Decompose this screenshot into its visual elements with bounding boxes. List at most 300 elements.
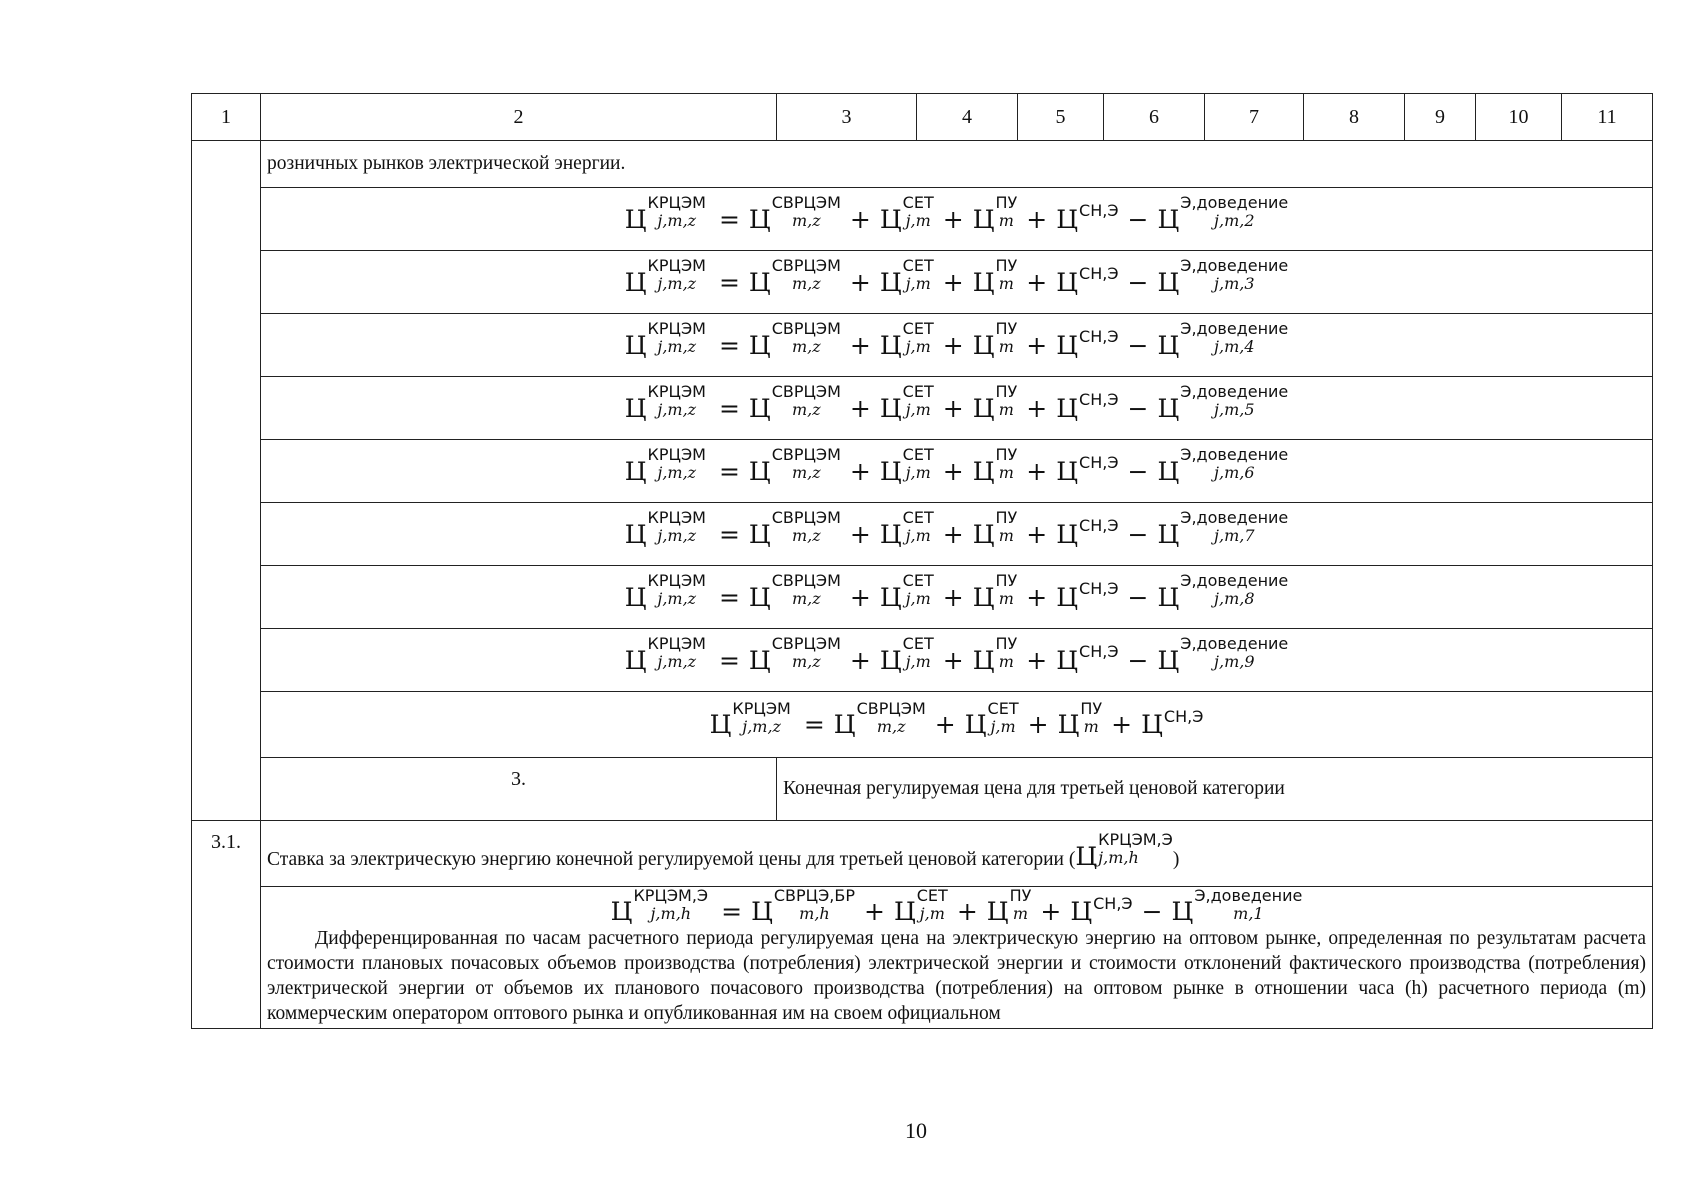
operator: = <box>803 710 825 739</box>
column-number: 4 <box>917 94 1018 141</box>
subscript: m,z <box>876 716 906 736</box>
price-symbol <box>1157 508 1289 549</box>
superscript: СЕТ <box>902 571 934 590</box>
price-symbol-base: Ц <box>986 897 1009 926</box>
price-symbol <box>972 319 1018 360</box>
subscript: j,m,h <box>1098 848 1139 868</box>
price-symbol <box>1075 830 1173 871</box>
superscript: СН,Э <box>1093 893 1133 913</box>
superscript: ПУ <box>995 319 1018 338</box>
subscript: m <box>998 274 1014 293</box>
operator: + <box>1026 456 1048 486</box>
symbol-scripts <box>987 698 1019 736</box>
price-symbol <box>1056 642 1119 675</box>
section-3-1-body-row <box>192 887 1653 1029</box>
symbol-scripts <box>771 319 841 356</box>
symbol-scripts <box>647 382 706 419</box>
price-symbol-base: Ц <box>972 267 995 297</box>
superscript: СН,Э <box>1079 642 1119 661</box>
superscript: СН,Э <box>1079 264 1119 283</box>
price-symbol-base: Ц <box>1141 710 1163 739</box>
operator: + <box>849 519 871 549</box>
price-symbol <box>624 256 706 297</box>
price-symbol-base: Ц <box>1157 519 1180 549</box>
price-symbol <box>1157 382 1289 423</box>
price-symbol-base: Ц <box>748 645 771 675</box>
superscript: Э,доведение <box>1180 319 1289 338</box>
subscript: m <box>998 652 1014 671</box>
symbol-scripts <box>1180 256 1289 293</box>
price-symbol <box>748 571 841 612</box>
superscript: КРЦЭМ <box>647 508 706 527</box>
symbol-scripts <box>1180 319 1289 356</box>
symbol-scripts <box>1163 706 1204 727</box>
column-number: 9 <box>1405 94 1476 141</box>
operator: + <box>1026 519 1048 549</box>
price-symbol <box>1056 390 1119 423</box>
operator: + <box>1027 710 1049 739</box>
superscript: КРЦЭМ <box>647 571 706 590</box>
price-symbol <box>1171 885 1303 926</box>
subscript: j,m <box>905 652 931 671</box>
subscript: j,m,4 <box>1214 337 1255 356</box>
price-symbol <box>1141 706 1204 739</box>
subscript: m <box>1012 903 1029 923</box>
price-symbol <box>748 319 841 360</box>
operator: = <box>718 519 740 549</box>
column-number: 7 <box>1205 94 1304 141</box>
row-number-cell-empty <box>192 141 261 821</box>
superscript: ПУ <box>995 634 1018 653</box>
price-symbol <box>1157 319 1289 360</box>
price-symbol <box>748 445 841 486</box>
price-symbol-base: Ц <box>748 582 771 612</box>
price-symbol <box>1157 256 1289 297</box>
price-symbol-base: Ц <box>748 330 771 360</box>
formula <box>610 885 1303 926</box>
symbol-scripts <box>773 885 855 923</box>
operator: + <box>942 519 964 549</box>
price-symbol <box>748 382 841 423</box>
price-symbol <box>833 698 926 739</box>
superscript: КРЦЭМ <box>647 193 706 212</box>
price-symbol-base: Ц <box>624 330 647 360</box>
section-title <box>261 821 1653 887</box>
section-number: 3. <box>261 758 777 821</box>
operator: = <box>718 204 740 234</box>
symbol-scripts <box>1079 579 1119 599</box>
superscript: КРЦЭМ,Э <box>1098 830 1173 850</box>
symbol-scripts <box>1079 264 1119 284</box>
price-symbol-base: Ц <box>709 710 732 739</box>
operator: + <box>849 204 871 234</box>
superscript: КРЦЭМ <box>647 256 706 275</box>
superscript: СВРЦЭМ <box>771 508 841 527</box>
price-symbol-base: Ц <box>972 582 995 612</box>
symbol-scripts <box>647 445 706 482</box>
symbol-scripts <box>647 508 706 545</box>
symbol-scripts <box>1194 885 1303 923</box>
price-symbol <box>748 193 841 234</box>
symbol-scripts <box>995 508 1018 545</box>
operator: + <box>1026 330 1048 360</box>
price-symbol <box>879 508 934 549</box>
operator: − <box>1127 330 1149 360</box>
symbol-scripts <box>1180 508 1289 545</box>
price-symbol <box>1056 327 1119 360</box>
subscript: j,m <box>905 463 931 482</box>
price-symbol <box>972 508 1018 549</box>
superscript: СВРЦЭМ <box>771 571 841 590</box>
price-symbol-base: Ц <box>624 267 647 297</box>
price-symbol-base: Ц <box>624 456 647 486</box>
symbol-scripts <box>995 382 1018 419</box>
symbol-scripts <box>771 571 841 608</box>
superscript: СН,Э <box>1079 327 1119 346</box>
subscript: j,m,7 <box>1214 526 1255 545</box>
formula-row <box>192 566 1653 629</box>
superscript: Э,доведение <box>1180 445 1289 464</box>
price-symbol-base: Ц <box>879 204 902 234</box>
section-title-close: ) <box>1172 848 1180 870</box>
operator: = <box>718 645 740 675</box>
superscript: СВРЦЭМ <box>771 634 841 653</box>
symbol-scripts <box>1079 453 1119 473</box>
formula-row <box>192 629 1653 692</box>
operator: + <box>942 582 964 612</box>
subscript: j,m <box>905 400 931 419</box>
price-symbol <box>879 571 934 612</box>
symbol-scripts <box>995 634 1018 671</box>
symbol-scripts <box>1079 327 1119 347</box>
price-symbol-base: Ц <box>972 330 995 360</box>
price-symbol-base: Ц <box>879 645 902 675</box>
price-symbol <box>879 382 934 423</box>
symbol-scripts <box>995 445 1018 482</box>
symbol-scripts <box>1098 830 1173 868</box>
operator: − <box>1127 519 1149 549</box>
subscript: j,m,z <box>657 400 697 419</box>
price-symbol <box>972 193 1018 234</box>
superscript: СВРЦЭМ <box>771 193 841 212</box>
superscript: Э,доведение <box>1194 885 1303 905</box>
superscript: СВРЦЭМ <box>771 319 841 338</box>
subscript: j,m <box>905 526 931 545</box>
superscript: Э,доведение <box>1180 634 1289 653</box>
price-symbol-base: Ц <box>972 456 995 486</box>
symbol-scripts <box>1079 390 1119 410</box>
subscript: j,m,5 <box>1214 400 1255 419</box>
price-symbol <box>624 382 706 423</box>
column-number: 10 <box>1476 94 1562 141</box>
subscript: j,m,z <box>657 652 697 671</box>
symbol-scripts <box>647 634 706 671</box>
symbol-scripts <box>856 698 926 736</box>
price-symbol <box>709 698 791 739</box>
symbol-scripts <box>995 256 1018 293</box>
formula-row <box>192 314 1653 377</box>
subscript: j,m <box>905 337 931 356</box>
price-symbol-base: Ц <box>879 456 902 486</box>
symbol-scripts <box>995 193 1018 230</box>
operator: + <box>1026 393 1048 423</box>
price-symbol-base: Ц <box>1057 710 1080 739</box>
operator: = <box>718 393 740 423</box>
operator: + <box>942 456 964 486</box>
superscript: СЕТ <box>902 445 934 464</box>
price-symbol-base: Ц <box>1056 582 1079 612</box>
operator: + <box>1026 267 1048 297</box>
subscript: m,z <box>791 400 821 419</box>
superscript: Э,доведение <box>1180 508 1289 527</box>
symbol-scripts <box>771 382 841 419</box>
superscript: СН,Э <box>1079 390 1119 409</box>
subscript: j,m,9 <box>1214 652 1255 671</box>
price-symbol-base: Ц <box>1171 897 1194 926</box>
column-number: 6 <box>1104 94 1205 141</box>
operator: − <box>1141 897 1163 926</box>
subscript: j,m,3 <box>1214 274 1255 293</box>
symbol-scripts <box>1180 382 1289 419</box>
operator: − <box>1127 456 1149 486</box>
operator: + <box>1026 204 1048 234</box>
price-symbol-base: Ц <box>1157 645 1180 675</box>
price-symbol-base: Ц <box>624 582 647 612</box>
page-number: 10 <box>905 1118 927 1143</box>
price-symbol <box>1056 516 1119 549</box>
price-symbol <box>1056 453 1119 486</box>
operator: + <box>863 897 885 926</box>
operator: − <box>1127 267 1149 297</box>
superscript: ПУ <box>995 382 1018 401</box>
subscript: j,m <box>905 274 931 293</box>
price-symbol <box>893 885 948 926</box>
superscript: СН,Э <box>1079 201 1119 220</box>
price-symbol-base: Ц <box>1070 897 1093 926</box>
subscript: j,m <box>905 211 931 230</box>
operator: − <box>1127 204 1149 234</box>
subscript: m,z <box>791 526 821 545</box>
section-3-row <box>192 758 1653 821</box>
superscript: КРЦЭМ <box>732 698 791 718</box>
column-number-row <box>192 94 1653 141</box>
subscript: j,m,2 <box>1214 211 1255 230</box>
subscript: j,m,z <box>742 716 781 736</box>
superscript: СЕТ <box>902 256 934 275</box>
operator: + <box>934 710 956 739</box>
operator: + <box>849 582 871 612</box>
price-symbol-base: Ц <box>972 519 995 549</box>
symbol-scripts <box>902 256 934 293</box>
subscript: m,z <box>791 652 821 671</box>
superscript: ПУ <box>995 508 1018 527</box>
column-number: 8 <box>1304 94 1405 141</box>
operator: + <box>942 393 964 423</box>
price-symbol <box>972 256 1018 297</box>
price-symbol-base: Ц <box>1157 456 1180 486</box>
operator: − <box>1127 393 1149 423</box>
superscript: ПУ <box>995 193 1018 212</box>
price-symbol-base: Ц <box>879 330 902 360</box>
symbol-scripts <box>1093 893 1133 914</box>
price-symbol-base: Ц <box>879 393 902 423</box>
price-symbol-base: Ц <box>1157 267 1180 297</box>
subscript: j,m <box>905 589 931 608</box>
price-symbol <box>879 634 934 675</box>
description-paragraph: Дифференцированная по часам расчетного периода регулируемая цена на электрическую энергию на оптовом рынке, определенная по результатам расчета стоимости плановых почасовых объемов производства (потребления) электрической энергии и стоимости отклонений фактического производства (потребления) электрической энергии от объемов их планового почасового производства (потребления) на оптовом рынке в отношении часа (h) расчетного периода (m) коммерческим оператором оптового рынка и опубликованная им на своем официальном <box>267 928 1646 1024</box>
column-number: 3 <box>777 94 917 141</box>
symbol-scripts <box>1079 642 1119 662</box>
superscript: ПУ <box>995 571 1018 590</box>
formula-row <box>192 440 1653 503</box>
superscript: ПУ <box>995 256 1018 275</box>
operator: = <box>718 582 740 612</box>
subscript: m <box>998 337 1014 356</box>
operator: + <box>849 267 871 297</box>
formula-row <box>192 503 1653 566</box>
formula <box>624 319 1289 360</box>
price-symbol-base: Ц <box>1157 330 1180 360</box>
price-symbol <box>748 634 841 675</box>
continuation-text: розничных рынков электрической энергии. <box>261 141 1653 188</box>
subscript: j,m <box>919 903 945 923</box>
operator: + <box>942 267 964 297</box>
price-symbol <box>624 193 706 234</box>
symbol-scripts <box>995 571 1018 608</box>
formula <box>624 193 1289 234</box>
subscript: m,z <box>791 211 821 230</box>
subscript: m <box>1083 716 1099 736</box>
superscript: СН,Э <box>1163 706 1204 726</box>
symbol-scripts <box>1180 634 1289 671</box>
column-number: 1 <box>192 94 261 141</box>
superscript: СВРЦЭМ <box>856 698 926 718</box>
price-symbol <box>751 885 855 926</box>
superscript: Э,доведение <box>1180 256 1289 275</box>
price-symbol <box>624 445 706 486</box>
superscript: СЕТ <box>987 698 1019 718</box>
operator: − <box>1127 582 1149 612</box>
column-number: 2 <box>261 94 777 141</box>
operator: − <box>1127 645 1149 675</box>
price-symbol <box>972 382 1018 423</box>
price-symbol-base: Ц <box>879 582 902 612</box>
price-symbol <box>879 445 934 486</box>
price-symbol <box>624 571 706 612</box>
symbol-scripts <box>771 445 841 482</box>
price-symbol-base: Ц <box>879 267 902 297</box>
symbol-scripts <box>902 634 934 671</box>
superscript: СВРЦЭМ <box>771 382 841 401</box>
superscript: СЕТ <box>916 885 948 905</box>
symbol-scripts <box>647 319 706 356</box>
operator: + <box>849 393 871 423</box>
operator: + <box>942 204 964 234</box>
symbol-scripts <box>1079 516 1119 536</box>
symbol-scripts <box>647 256 706 293</box>
operator: + <box>1026 582 1048 612</box>
price-symbol-base: Ц <box>972 645 995 675</box>
operator: + <box>942 645 964 675</box>
superscript: СН,Э <box>1079 579 1119 598</box>
operator: + <box>1040 897 1062 926</box>
price-symbol-base: Ц <box>972 393 995 423</box>
subscript: j,m,z <box>657 589 697 608</box>
operator: + <box>942 330 964 360</box>
subscript: m <box>998 526 1014 545</box>
price-symbol-base: Ц <box>1157 204 1180 234</box>
price-symbol <box>1157 571 1289 612</box>
subscript: j,m,z <box>657 211 697 230</box>
symbol-scripts <box>1180 193 1289 230</box>
formula-row <box>192 377 1653 440</box>
operator: = <box>718 456 740 486</box>
price-symbol-base: Ц <box>748 519 771 549</box>
column-number: 11 <box>1562 94 1653 141</box>
superscript: ПУ <box>1009 885 1032 905</box>
superscript: КРЦЭМ <box>647 634 706 653</box>
price-symbol-base: Ц <box>624 519 647 549</box>
formula <box>624 256 1289 297</box>
formula-row <box>192 692 1653 758</box>
formula <box>624 571 1289 612</box>
subscript: j,m,z <box>657 463 697 482</box>
superscript: СЕТ <box>902 193 934 212</box>
price-symbol-base: Ц <box>748 393 771 423</box>
superscript: СВРЦЭМ <box>771 256 841 275</box>
price-symbol <box>748 508 841 549</box>
superscript: КРЦЭМ <box>647 319 706 338</box>
superscript: СЕТ <box>902 508 934 527</box>
subscript: m <box>998 589 1014 608</box>
superscript: ПУ <box>995 445 1018 464</box>
price-symbol <box>610 885 709 926</box>
price-symbol-base: Ц <box>893 897 916 926</box>
section-body <box>261 887 1653 1029</box>
superscript: СН,Э <box>1079 453 1119 472</box>
symbol-scripts <box>1079 201 1119 221</box>
symbol-scripts <box>902 382 934 419</box>
price-symbol <box>964 698 1019 739</box>
formula-block <box>261 887 1652 926</box>
operator: + <box>1111 710 1133 739</box>
price-symbol-base: Ц <box>1157 582 1180 612</box>
operator: + <box>849 456 871 486</box>
price-symbol-base: Ц <box>624 645 647 675</box>
symbol-scripts <box>771 634 841 671</box>
price-symbol-base: Ц <box>748 267 771 297</box>
superscript: КРЦЭМ,Э <box>633 885 709 905</box>
superscript: ПУ <box>1080 698 1103 718</box>
price-symbol <box>879 256 934 297</box>
price-symbol-base: Ц <box>1056 645 1079 675</box>
subscript: m,1 <box>1233 903 1264 923</box>
superscript: КРЦЭМ <box>647 382 706 401</box>
symbol-scripts <box>732 698 791 736</box>
price-symbol <box>1157 445 1289 486</box>
subscript: m,h <box>799 903 830 923</box>
price-symbol <box>1056 579 1119 612</box>
subscript: m,z <box>791 274 821 293</box>
symbol-scripts <box>902 508 934 545</box>
symbol-scripts <box>647 571 706 608</box>
subscript: j,m <box>990 716 1016 736</box>
subscript: j,m,8 <box>1214 589 1255 608</box>
price-symbol <box>1157 193 1289 234</box>
price-symbol-base: Ц <box>833 710 856 739</box>
section-number: 3.1. <box>192 821 261 1029</box>
symbol-scripts <box>1009 885 1032 923</box>
